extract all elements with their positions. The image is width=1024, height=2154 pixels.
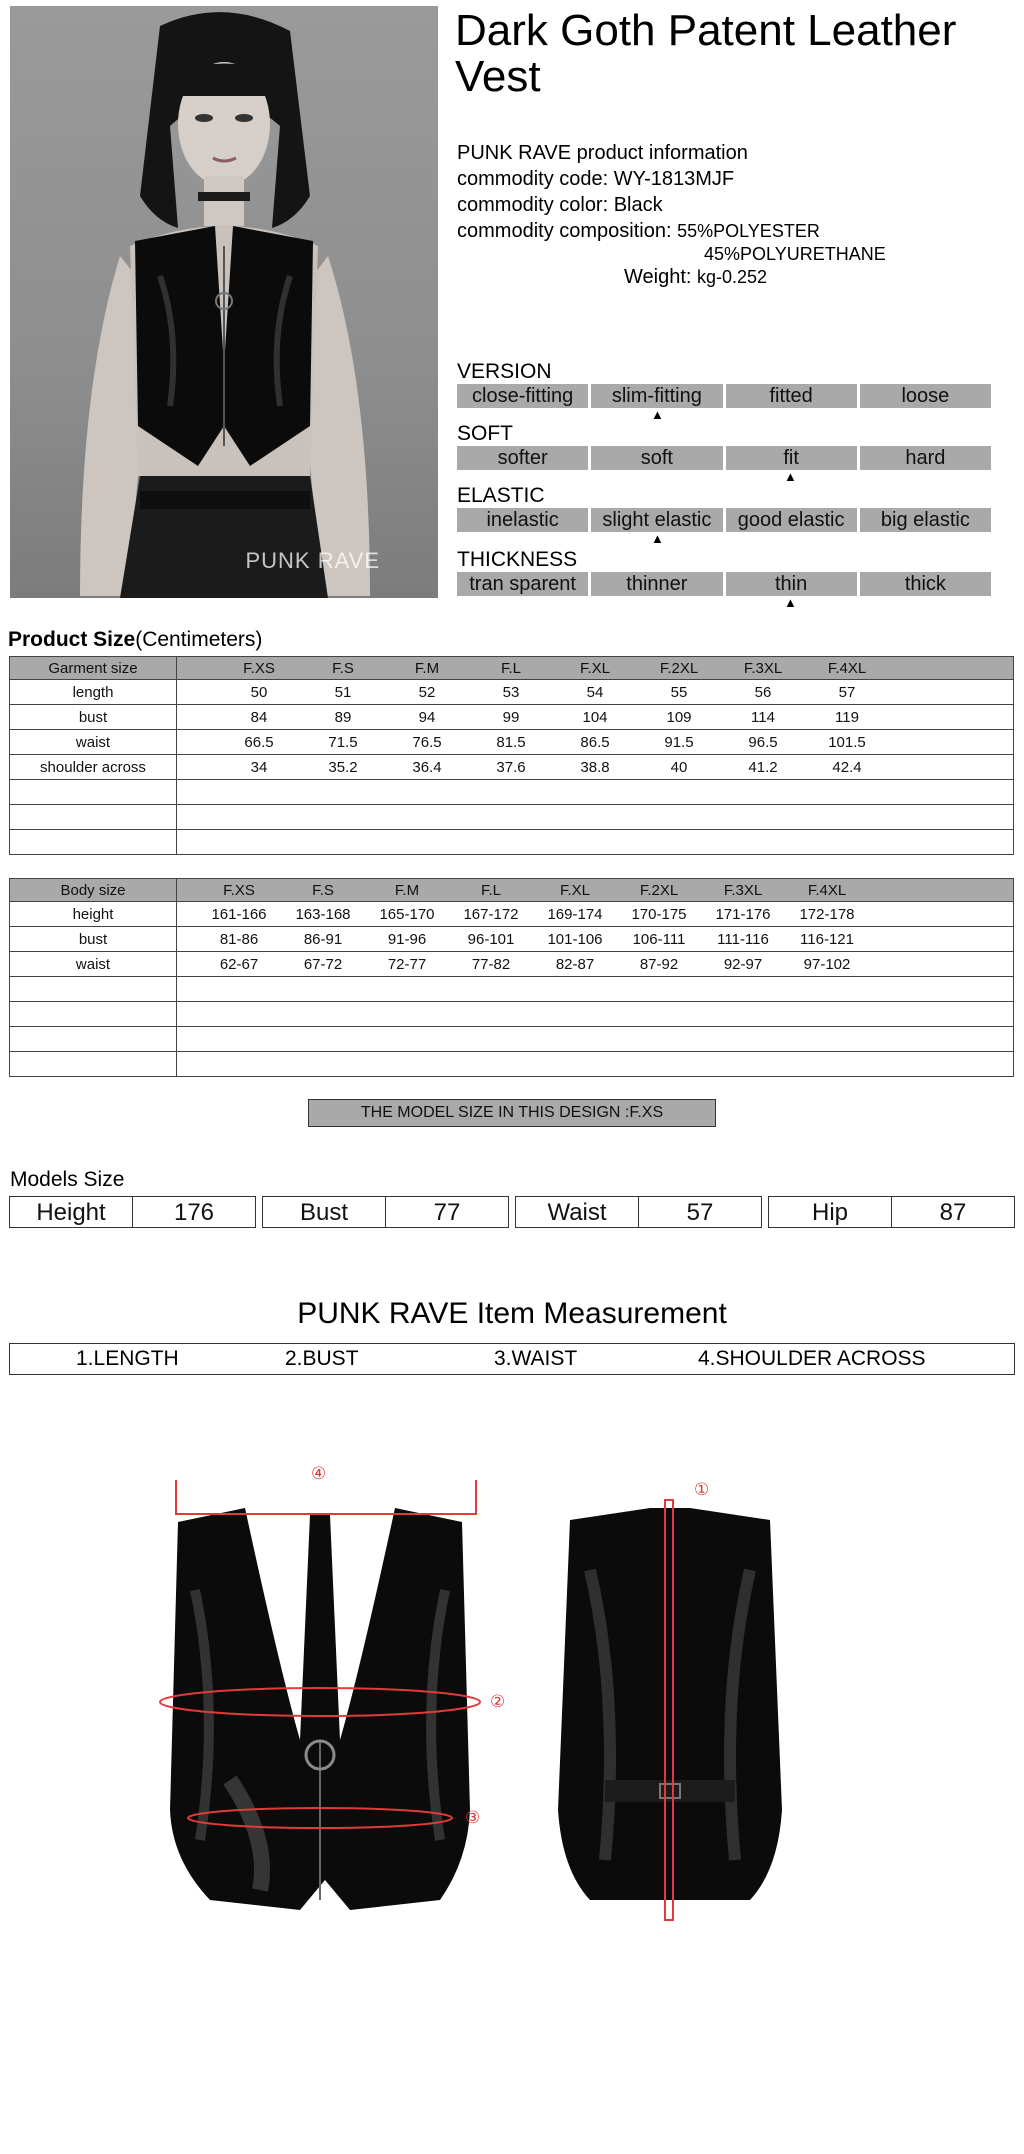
- attr-option: fitted: [726, 384, 857, 408]
- attr-option: hard: [860, 446, 991, 470]
- row-label: bust: [10, 705, 177, 730]
- measurement-title: PUNK RAVE Item Measurement: [297, 1297, 727, 1330]
- info-composition: [457, 218, 886, 244]
- measurement-diagram: [150, 1464, 890, 2000]
- table-row: [10, 680, 1014, 705]
- cell: 169-174: [547, 905, 603, 923]
- cell: 172-178: [799, 905, 855, 923]
- body-size-table: [9, 878, 1014, 1077]
- cell: 77-82: [471, 955, 511, 973]
- cell: 67-72: [303, 955, 343, 973]
- attr-version-title: VERSION: [457, 360, 552, 383]
- weight-value: kg-0.252: [697, 267, 768, 287]
- cell: 163-168: [295, 905, 351, 923]
- measurement-legend: [9, 1343, 1015, 1375]
- size-col: F.XS: [243, 659, 275, 677]
- models-size-row: [9, 1196, 1015, 1228]
- empty-row: [10, 1027, 1014, 1052]
- cell: 114: [751, 708, 775, 726]
- model-measure-label: Hip: [769, 1197, 892, 1227]
- measure-item-length: 1.LENGTH: [76, 1347, 179, 1370]
- attr-option: slight elastic: [591, 508, 722, 532]
- size-col: F.M: [394, 881, 420, 899]
- attr-thickness-scale: [457, 572, 991, 596]
- model-size-banner: THE MODEL SIZE IN THIS DESIGN :F.XS: [308, 1099, 716, 1127]
- cell: 91.5: [664, 733, 694, 751]
- model-measure-label: Waist: [516, 1197, 639, 1227]
- cell: 96.5: [748, 733, 778, 751]
- attr-thickness-title: THICKNESS: [457, 548, 578, 571]
- cell: 87-92: [639, 955, 679, 973]
- row-label: waist: [10, 952, 177, 977]
- size-col: F.M: [414, 659, 440, 677]
- cell: 76.5: [412, 733, 442, 751]
- color-value: Black: [613, 194, 663, 216]
- product-size-unit: (Centimeters): [135, 628, 263, 651]
- table-row: [10, 927, 1014, 952]
- marker-length-number: ①: [694, 1480, 710, 1499]
- composition-label: commodity composition:: [457, 220, 672, 242]
- table-row: [10, 705, 1014, 730]
- cell: 165-170: [379, 905, 435, 923]
- cell: 167-172: [463, 905, 519, 923]
- attr-soft-scale: [457, 446, 991, 470]
- cell: 89: [334, 708, 352, 726]
- cell: 161-166: [211, 905, 267, 923]
- attr-version-marker: ▲: [651, 407, 664, 422]
- color-label: commodity color:: [457, 194, 609, 216]
- code-label: commodity code:: [457, 168, 609, 190]
- model-measure-value: 57: [686, 1199, 714, 1226]
- cell: 99: [502, 708, 520, 726]
- cell: 81.5: [496, 733, 526, 751]
- attr-option: loose: [860, 384, 991, 408]
- model-figure-illustration: [10, 6, 438, 598]
- table-header-row: [10, 657, 1014, 680]
- cell: 101.5: [828, 733, 866, 751]
- attr-option: thick: [860, 572, 991, 596]
- composition-line1: 55%POLYESTER: [677, 221, 820, 241]
- empty-row: [10, 830, 1014, 855]
- model-height: [9, 1196, 256, 1228]
- garment-size-table: [9, 656, 1014, 855]
- table-row: [10, 902, 1014, 927]
- table-row: [10, 952, 1014, 977]
- attr-elastic-marker: ▲: [651, 531, 664, 546]
- measure-item-bust: 2.BUST: [285, 1347, 359, 1370]
- cell: 53: [502, 683, 520, 701]
- cell: 37.6: [496, 758, 526, 776]
- product-title: Dark Goth Patent Leather Vest: [455, 6, 957, 101]
- measure-item-shoulder: 4.SHOULDER ACROSS: [698, 1347, 926, 1370]
- size-col: F.3XL: [723, 881, 763, 899]
- attr-option: close-fitting: [457, 384, 588, 408]
- cell: 171-176: [715, 905, 771, 923]
- row-label: height: [10, 902, 177, 927]
- info-code: [457, 166, 886, 192]
- attr-option: softer: [457, 446, 588, 470]
- empty-row: [10, 1052, 1014, 1077]
- cell: 55: [670, 683, 688, 701]
- size-col: F.3XL: [743, 659, 783, 677]
- row-label: shoulder across: [10, 755, 177, 780]
- size-col: F.XL: [579, 659, 610, 677]
- cell: 71.5: [328, 733, 358, 751]
- attr-thickness-marker: ▲: [784, 595, 797, 610]
- model-measure-label: Height: [10, 1197, 133, 1227]
- body-size-header: Body size: [10, 879, 177, 902]
- size-col: F.2XL: [639, 881, 679, 899]
- marker-waist-number: ③: [465, 1808, 481, 1827]
- cell: 111-116: [717, 930, 769, 948]
- model-measure-value: 77: [433, 1199, 461, 1226]
- cell: 35.2: [328, 758, 358, 776]
- models-size-title: Models Size: [10, 1168, 125, 1191]
- empty-row: [10, 780, 1014, 805]
- cell: 62-67: [219, 955, 259, 973]
- cell: 41.2: [748, 758, 778, 776]
- cell: 86.5: [580, 733, 610, 751]
- attr-option: inelastic: [457, 508, 588, 532]
- cell: 101-106: [547, 930, 603, 948]
- cell: 82-87: [555, 955, 595, 973]
- attr-option: slim-fitting: [591, 384, 722, 408]
- model-bust: [262, 1196, 509, 1228]
- size-col: F.4XL: [827, 659, 867, 677]
- cell: 38.8: [580, 758, 610, 776]
- size-col: F.XL: [559, 881, 590, 899]
- model-waist: [515, 1196, 762, 1228]
- garment-size-header: Garment size: [10, 657, 177, 680]
- attr-elastic-scale: [457, 508, 991, 532]
- size-header-cells: [177, 660, 1013, 677]
- info-weight: [457, 264, 886, 290]
- cell: 86-91: [303, 930, 343, 948]
- cell: 170-175: [631, 905, 687, 923]
- product-photo: [10, 6, 438, 598]
- empty-row: [10, 1002, 1014, 1027]
- cell: 119: [835, 708, 859, 726]
- cell: 72-77: [387, 955, 427, 973]
- cell: 36.4: [412, 758, 442, 776]
- product-info: [457, 140, 886, 290]
- attr-version-scale: [457, 384, 991, 408]
- model-measure-value: 87: [939, 1199, 967, 1226]
- model-hip: [768, 1196, 1015, 1228]
- attr-option: thinner: [591, 572, 722, 596]
- model-measure-value: 176: [173, 1199, 215, 1226]
- size-col: F.L: [480, 881, 501, 899]
- cell: 92-97: [723, 955, 763, 973]
- cell: 42.4: [832, 758, 862, 776]
- attr-soft-marker: ▲: [784, 469, 797, 484]
- cell: 52: [418, 683, 436, 701]
- empty-row: [10, 805, 1014, 830]
- cell: 54: [586, 683, 604, 701]
- info-color: [457, 192, 886, 218]
- cell: 104: [582, 708, 608, 726]
- cell: 81-86: [219, 930, 259, 948]
- marker-bust-number: ②: [490, 1692, 506, 1711]
- table-row: [10, 730, 1014, 755]
- size-col: F.S: [332, 659, 354, 677]
- cell: 84: [250, 708, 268, 726]
- empty-row: [10, 977, 1014, 1002]
- attr-soft-title: SOFT: [457, 422, 513, 445]
- attr-option: soft: [591, 446, 722, 470]
- model-measure-label: Bust: [263, 1197, 386, 1227]
- size-col: F.XS: [223, 881, 255, 899]
- size-col: F.S: [312, 881, 334, 899]
- cell: 91-96: [387, 930, 427, 948]
- cell: 57: [838, 683, 856, 701]
- table-row: [10, 755, 1014, 780]
- attr-option: thin: [726, 572, 857, 596]
- vest-front-back-illustration: [150, 1480, 890, 2000]
- weight-label: Weight:: [624, 266, 692, 288]
- attr-option: fit: [726, 446, 857, 470]
- cell: 40: [670, 758, 688, 776]
- info-heading: PUNK RAVE product information: [457, 142, 748, 164]
- size-col: F.2XL: [659, 659, 699, 677]
- cell: 56: [754, 683, 772, 701]
- cell: 116-121: [800, 930, 854, 948]
- cell: 96-101: [467, 930, 515, 948]
- row-label: length: [10, 680, 177, 705]
- cell: 66.5: [244, 733, 274, 751]
- cell: 106-111: [632, 930, 686, 948]
- marker-shoulder-number: ④: [311, 1464, 327, 1483]
- table-header-row: [10, 879, 1014, 902]
- size-col: F.4XL: [807, 881, 847, 899]
- cell: 94: [418, 708, 436, 726]
- cell: 51: [334, 683, 352, 701]
- attr-option: tran sparent: [457, 572, 588, 596]
- attr-option: big elastic: [860, 508, 991, 532]
- product-size-title: [8, 628, 262, 652]
- measure-item-waist: 3.WAIST: [494, 1347, 578, 1370]
- composition-line2: 45%POLYURETHANE: [704, 244, 886, 264]
- attr-elastic-title: ELASTIC: [457, 484, 545, 507]
- code-value: WY-1813MJF: [613, 168, 735, 190]
- cell: 97-102: [803, 955, 851, 973]
- cell: 34: [250, 758, 268, 776]
- photo-watermark: PUNK RAVE: [245, 548, 380, 573]
- size-col: F.L: [500, 659, 521, 677]
- cell: 109: [666, 708, 692, 726]
- product-size-label: Product Size: [8, 628, 136, 651]
- attr-option: good elastic: [726, 508, 857, 532]
- cell: 50: [250, 683, 268, 701]
- row-label: bust: [10, 927, 177, 952]
- row-label: waist: [10, 730, 177, 755]
